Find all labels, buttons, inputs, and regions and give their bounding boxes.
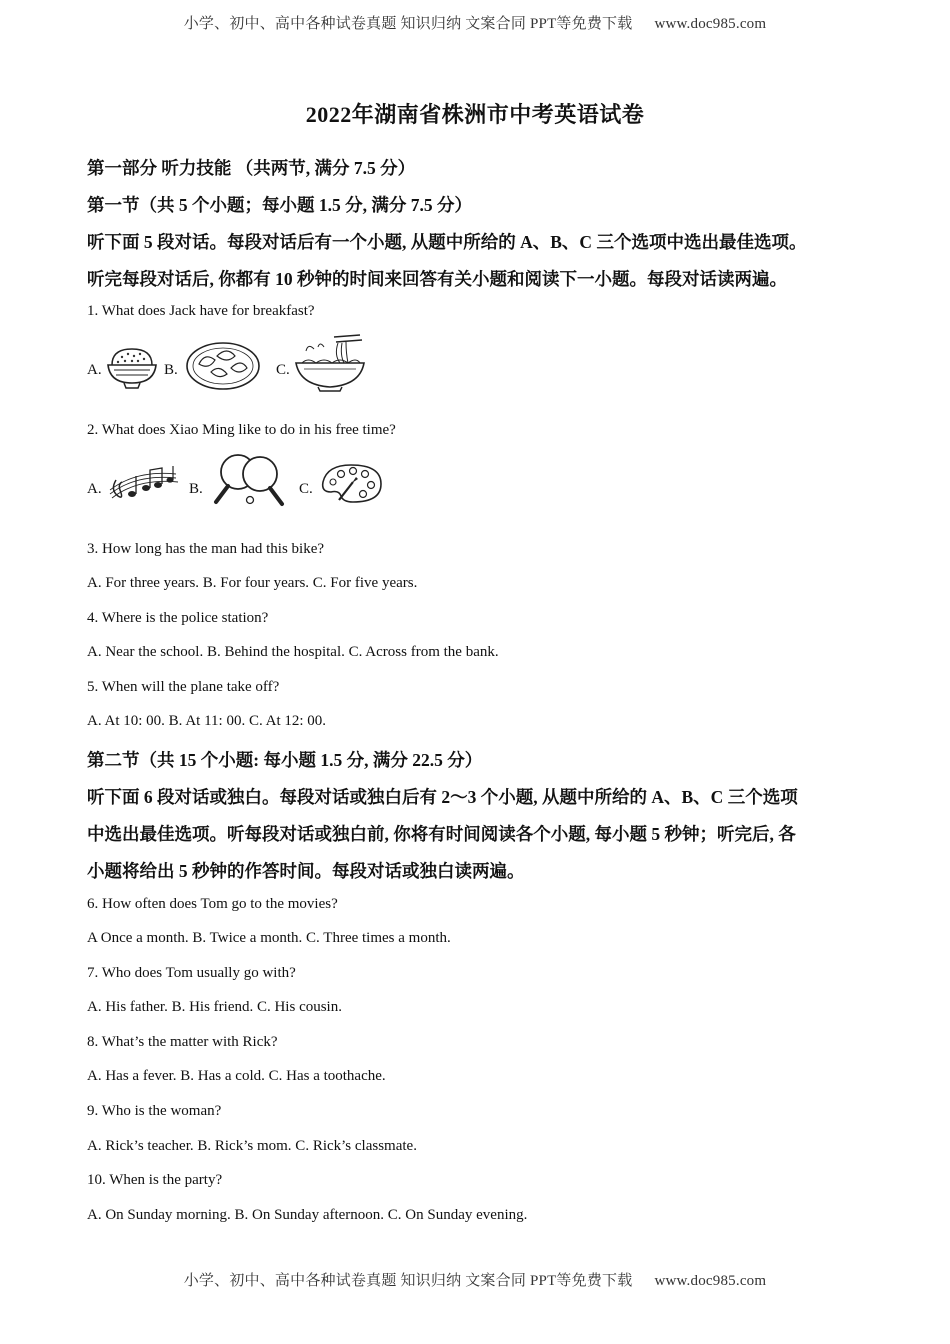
header-text: 小学、初中、高中各种试卷真题 知识归纳 文案合同 PPT等免费下载 xyxy=(183,16,633,32)
q2-option-c-label: C. xyxy=(299,481,313,497)
question-7-options: A. His father. B. His friend. C. His cousin. xyxy=(87,999,342,1015)
question-6: 6. How often does Tom go to the movies? xyxy=(87,896,338,912)
noodles-bowl-icon xyxy=(294,333,366,393)
q2-option-b-label: B. xyxy=(189,481,203,497)
rice-bowl-icon xyxy=(106,343,158,391)
question-8-options: A. Has a fever. B. Has a cold. C. Has a toothache. xyxy=(87,1068,386,1084)
question-5: 5. When will the plane take off? xyxy=(87,679,280,695)
question-1: 1. What does Jack have for breakfast? xyxy=(87,303,315,319)
section1-instruction-1: 听下面 5 段对话。每段对话后有一个小题, 从题中所给的 A、B、C 三个选项中选出最佳选项。 xyxy=(87,232,807,252)
question-9-options: A. Rick’s teacher. B. Rick’s mom. C. Rick’s classmate. xyxy=(87,1138,417,1154)
page-title: 2022年湖南省株洲市中考英语试卷 xyxy=(305,102,645,127)
question-6-options: A Once a month. B. Twice a month. C. Three times a month. xyxy=(87,930,451,946)
question-4-options: A. Near the school. B. Behind the hospital. C. Across from the bank. xyxy=(87,644,499,660)
dumplings-plate-icon xyxy=(185,340,261,392)
section2-instruction-3: 小题将给出 5 秒钟的作答时间。每段对话或独白读两遍。 xyxy=(87,861,525,881)
section2-instruction-2: 中选出最佳选项。听每段对话或独白前, 你将有时间阅读各个小题, 每小题 5 秒钟；听完后, 各 xyxy=(87,824,796,844)
question-7: 7. Who does Tom usually go with? xyxy=(87,965,296,981)
question-3: 3. How long has the man had this bike? xyxy=(87,541,325,557)
footer-site-link[interactable]: www.doc985.com xyxy=(654,1273,767,1289)
paint-palette-icon xyxy=(319,462,385,506)
section2-instruction-1: 听下面 6 段对话或独白。每段对话或独白后有 2～3 个小题, 从题中所给的 A、B、C 三个选项 xyxy=(87,787,798,807)
header-site-link[interactable]: www.doc985.com xyxy=(654,16,767,32)
question-10: 10. When is the party? xyxy=(87,1172,223,1188)
ping-pong-paddles-icon xyxy=(210,452,288,508)
part1-heading: 第一部分 听力技能 （共两节, 满分 7.5 分） xyxy=(87,158,416,178)
section2-heading: 第二节（共 15 个小题: 每小题 1.5 分, 满分 22.5 分） xyxy=(87,750,483,770)
q2-option-a-label: A. xyxy=(87,481,102,497)
section1-instruction-2: 听完每段对话后, 你都有 10 秒钟的时间来回答有关小题和阅读下一小题。每段对话读两遍。 xyxy=(87,269,787,289)
question-8: 8. What’s the matter with Rick? xyxy=(87,1034,278,1050)
footer-text: 小学、初中、高中各种试卷真题 知识归纳 文案合同 PPT等免费下载 xyxy=(183,1273,633,1289)
question-10-options: A. On Sunday morning. B. On Sunday afternoon. C. On Sunday evening. xyxy=(87,1207,528,1223)
question-9: 9. Who is the woman? xyxy=(87,1103,222,1119)
question-2: 2. What does Xiao Ming like to do in his free time? xyxy=(87,422,396,438)
question-4: 4. Where is the police station? xyxy=(87,610,269,626)
q1-option-b-label: B. xyxy=(164,362,178,378)
page-footer xyxy=(0,1269,950,1290)
q1-option-a-label: A. xyxy=(87,362,102,378)
music-notes-icon xyxy=(106,460,182,508)
question-5-options: A. At 10: 00. B. At 11: 00. C. At 12: 00. xyxy=(87,713,327,729)
section1-heading: 第一节（共 5 个小题；每小题 1.5 分, 满分 7.5 分） xyxy=(87,195,472,215)
q1-option-c-label: C. xyxy=(276,362,290,378)
page-header xyxy=(0,12,950,33)
question-3-options: A. For three years. B. For four years. C. For five years. xyxy=(87,575,418,591)
